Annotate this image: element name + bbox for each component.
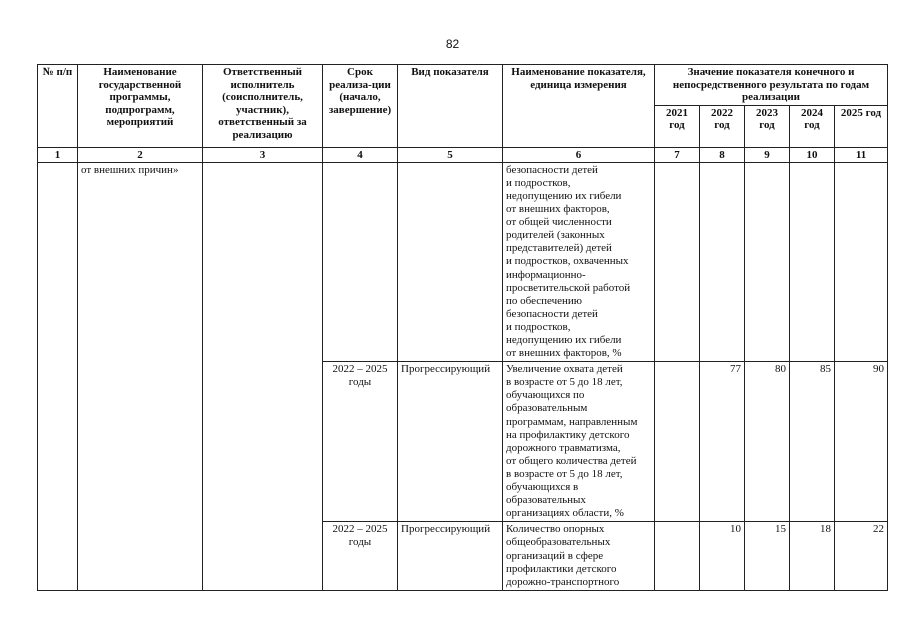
program-cell: от внешних причин» (78, 162, 203, 590)
value-2024-cell (790, 162, 835, 361)
value-2023-cell: 15 (745, 522, 790, 590)
indicator-table (37, 64, 888, 591)
value-2024-cell: 85 (790, 362, 835, 522)
row-number-cell (38, 162, 78, 590)
header-year-2025: 2025 год (835, 105, 888, 147)
term-cell: 2022 – 2025 годы (323, 522, 398, 590)
header-indicator-type: Вид показателя (398, 65, 503, 148)
column-number: 4 (323, 147, 398, 162)
column-number: 9 (745, 147, 790, 162)
term-cell (323, 162, 398, 361)
column-number: 7 (655, 147, 700, 162)
header-values-group: Значение показателя конечного и непосредственного результата по годам реализации (655, 65, 888, 106)
header-year-2024: 2024 год (790, 105, 835, 147)
header-indicator-name: Наименование показателя, единица измерения (503, 65, 655, 148)
header-year-2021: 2021 год (655, 105, 700, 147)
column-number: 3 (203, 147, 323, 162)
value-2021-cell (655, 162, 700, 361)
column-number: 1 (38, 147, 78, 162)
indicator-type-cell (398, 162, 503, 361)
header-program: Наименование государственной программы, подпрограмм, мероприятий (78, 65, 203, 148)
header-year-2023: 2023 год (745, 105, 790, 147)
term-cell: 2022 – 2025 годы (323, 362, 398, 522)
value-2023-cell (745, 162, 790, 361)
value-2025-cell: 90 (835, 362, 888, 522)
column-number: 11 (835, 147, 888, 162)
value-2025-cell: 22 (835, 522, 888, 590)
column-number-row (38, 147, 888, 162)
column-number: 10 (790, 147, 835, 162)
indicator-type-cell: Прогрессирующий (398, 362, 503, 522)
value-2024-cell: 18 (790, 522, 835, 590)
header-term: Срок реализа-ции (начало, завершение) (323, 65, 398, 148)
indicator-name-cell: безопасности детей и подростков, недопущению их гибели от внешних факторов, от общей численности родителей (законных представителей) детей и подростков, охваченных информационно- просветительской работой по обеспечению безопасности детей и подростков, недопущению их гибели от внешних факторов, % (503, 162, 655, 361)
header-executor: Ответственный исполнитель (соисполнитель, участник), ответственный за реализацию (203, 65, 323, 148)
indicator-name-cell: Увеличение охвата детей в возрасте от 5 до 18 лет, обучающихся по образовательным программам, направленным на профилактику детского дорожного травматизма, от общего количества детей в возрасте от 5 до 18 лет, обучающихся в образовательных организациях области, % (503, 362, 655, 522)
indicator-name-cell: Количество опорных общеобразовательных организаций в сфере профилактики детского дорожно-транспортного (503, 522, 655, 590)
column-number: 6 (503, 147, 655, 162)
indicator-type-cell: Прогрессирующий (398, 522, 503, 590)
value-2022-cell (700, 162, 745, 361)
table-row (38, 162, 888, 361)
column-number: 2 (78, 147, 203, 162)
value-2022-cell: 77 (700, 362, 745, 522)
header-number: № п/п (38, 65, 78, 148)
value-2021-cell (655, 522, 700, 590)
value-2022-cell: 10 (700, 522, 745, 590)
value-2021-cell (655, 362, 700, 522)
value-2023-cell: 80 (745, 362, 790, 522)
executor-cell (203, 162, 323, 590)
header-year-2022: 2022 год (700, 105, 745, 147)
column-number: 5 (398, 147, 503, 162)
value-2025-cell (835, 162, 888, 361)
page-number: 82 (445, 37, 460, 51)
column-number: 8 (700, 147, 745, 162)
